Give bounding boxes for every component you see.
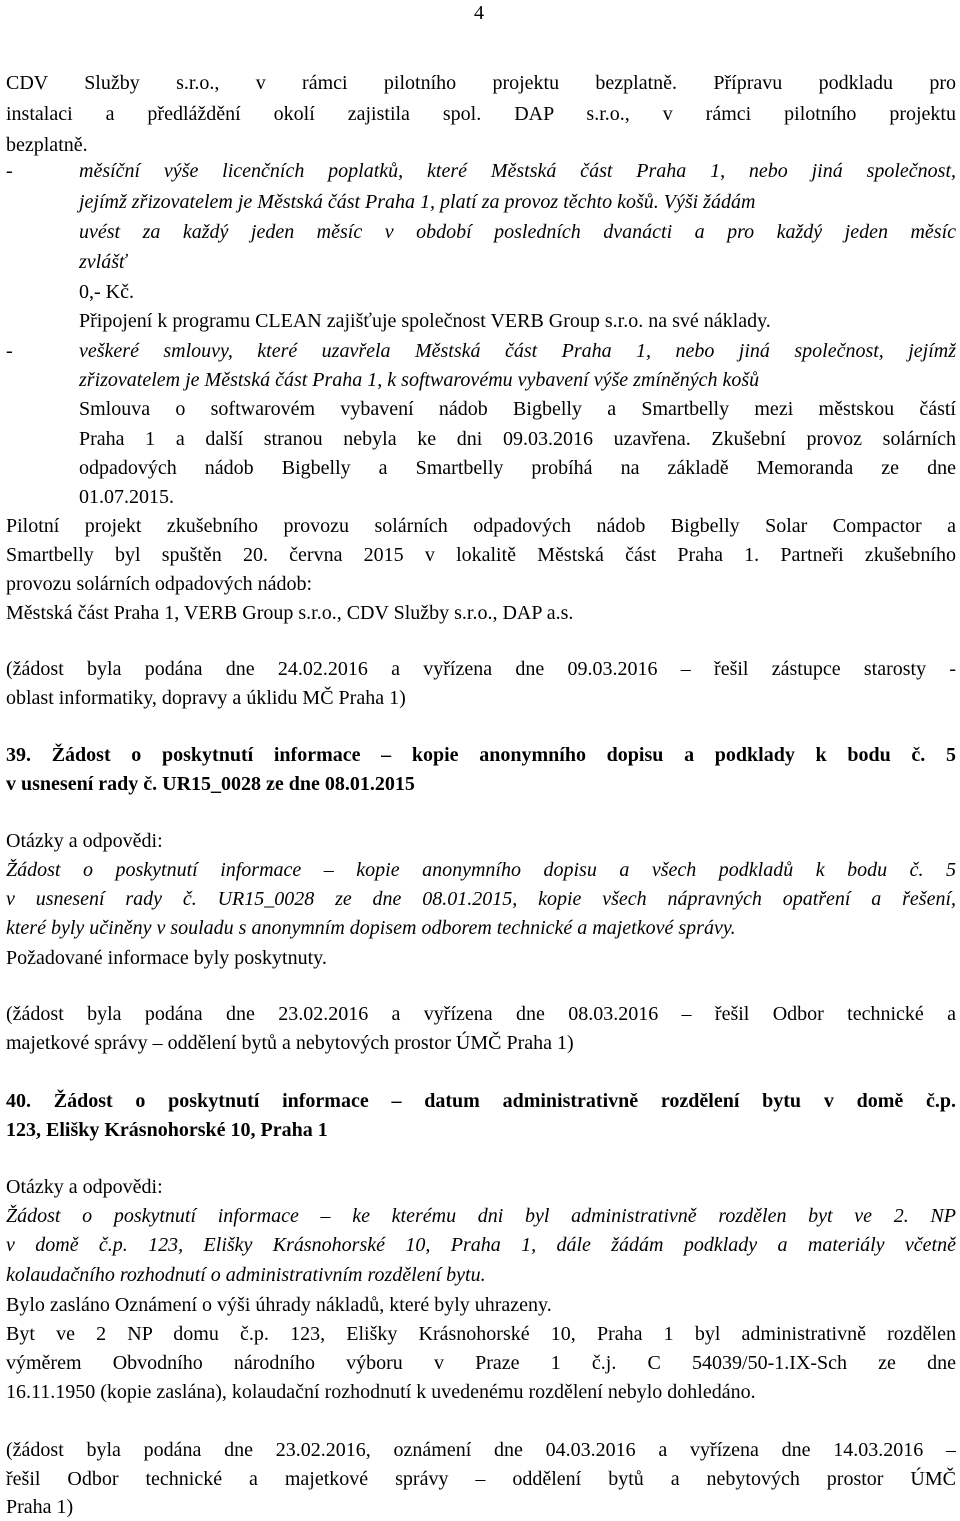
section-39-question-line-2: v usnesení rady č. UR15_0028 ze dne 08.01.2015, kopie všech nápravných opatření a řešení, xyxy=(6,888,956,910)
pilot-line-4: Městská část Praha 1, VERB Group s.r.o., CDV Služby s.r.o., DAP a.s. xyxy=(6,602,574,624)
section-40-answer-line-3: výměrem Obvodního národního výboru v Praze 1 č.j. C 54039/50-1.IX-Sch ze dne xyxy=(6,1352,956,1374)
section-40-closing-line-1: (žádost byla podána dne 23.02.2016, oznámení dne 04.03.2016 a vyřízena dne 14.03.2016 – xyxy=(6,1439,956,1461)
section-40-question-line-1: Žádost o poskytnutí informace – ke kterému dni byl administrativně rozdělen byt ve 2. NP xyxy=(6,1205,956,1227)
section-40-question-line-3: kolaudačního rozhodnutí o administrativním rozdělení bytu. xyxy=(6,1264,486,1286)
bullet1-question-line-1: měsíční výše licenčních poplatků, které Městská část Praha 1, nebo jiná společnost, xyxy=(79,160,956,182)
section-39-qa-label: Otázky a odpovědi: xyxy=(6,830,163,852)
bullet-dash: - xyxy=(6,340,13,362)
page-number: 4 xyxy=(474,2,484,24)
bullet1-question-line-2-text: jejímž zřizovatelem je Městská část Praha 1, platí za provoz těchto košů. xyxy=(79,191,659,213)
closing-38-line-2: oblast informatiky, dopravy a úklidu MČ Praha 1) xyxy=(6,687,406,709)
closing-38-line-1: (žádost byla podána dne 24.02.2016 a vyřízena dne 09.03.2016 – řešil zástupce starosty - xyxy=(6,658,956,680)
bullet1-question-line-4: zvlášť xyxy=(79,251,127,273)
bullet1-question-line-2 xyxy=(79,189,956,215)
section-39-closing-line-1: (žádost byla podána dne 23.02.2016 a vyřízena dne 08.03.2016 – řešil Odbor technické a xyxy=(6,1003,956,1025)
pilot-line-3: provozu solárních odpadových nádob: xyxy=(6,573,313,595)
section-39-question-line-3: které byly učiněny v souladu s anonymním dopisem odborem technické a majetkové správy. xyxy=(6,917,736,939)
bullet2-answer-line-3: odpadových nádob Bigbelly a Smartbelly probíhá na základě Memoranda ze dne xyxy=(79,457,956,479)
bullet1-answer-line-1: 0,- Kč. xyxy=(79,281,134,303)
intro-line-3: bezplatně. xyxy=(6,134,88,156)
bullet2-answer-line-1: Smlouva o softwarovém vybavení nádob Bigbelly a Smartbelly mezi městskou částí xyxy=(79,398,956,420)
bullet-dash: - xyxy=(6,160,13,182)
section-40-answer-line-4: 16.11.1950 (kopie zaslána), kolaudační rozhodnutí k uvedenému rozdělení nebylo dohledáno. xyxy=(6,1381,756,1403)
section-40-answer-line-2: Byt ve 2 NP domu č.p. 123, Elišky Krásnohorské 10, Praha 1 byl administrativně rozdělen xyxy=(6,1323,956,1345)
intro-line-1: CDV Služby s.r.o., v rámci pilotního projektu bezplatně. Přípravu podkladu pro xyxy=(6,72,956,94)
bullet2-question-line-2: zřizovatelem je Městská část Praha 1, k softwarovému vybavení výše zmíněných košů xyxy=(79,369,760,391)
section-40-closing-line-3: Praha 1) xyxy=(6,1496,74,1518)
pilot-line-2: Smartbelly byl spuštěn 20. června 2015 v lokalitě Městská část Praha 1. Partneři zkušebního xyxy=(6,544,956,566)
section-40-qa-label: Otázky a odpovědi: xyxy=(6,1176,163,1198)
section-39-heading-line-2: v usnesení rady č. UR15_0028 ze dne 08.01.2015 xyxy=(6,773,415,795)
section-39-closing-line-2: majetkové správy – oddělení bytů a nebytových prostor ÚMČ Praha 1) xyxy=(6,1032,574,1054)
section-40-answer-line-1: Bylo zasláno Oznámení o výši úhrady nákladů, které byly uhrazeny. xyxy=(6,1294,552,1316)
bullet2-question-line-1: veškeré smlouvy, které uzavřela Městská část Praha 1, nebo jiná společnost, jejímž xyxy=(79,340,956,362)
section-39-heading-line-1: 39. Žádost o poskytnutí informace – kopie anonymního dopisu a podklady k bodu č. 5 xyxy=(6,744,956,766)
pilot-line-1: Pilotní projekt zkušebního provozu solárních odpadových nádob Bigbelly Solar Compactor a xyxy=(6,515,956,537)
bullet1-question-line-2-tail: Výši žádám xyxy=(663,191,756,213)
bullet2-answer-line-2: Praha 1 a další stranou nebyla ke dni 09.03.2016 uzavřena. Zkušební provoz solárních xyxy=(79,428,956,450)
section-40-closing-line-2: řešil Odbor technické a majetkové správy – oddělení bytů a nebytových prostor ÚMČ xyxy=(6,1468,956,1490)
section-40-question-line-2: v domě č.p. 123, Elišky Krásnohorské 10, Praha 1, dále žádám podklady a materiály včetně xyxy=(6,1234,956,1256)
bullet2-answer-line-4: 01.07.2015. xyxy=(79,486,174,508)
section-39-answer: Požadované informace byly poskytnuty. xyxy=(6,947,327,969)
section-40-heading-line-1: 40. Žádost o poskytnutí informace – datum administrativně rozdělení bytu v domě č.p. xyxy=(6,1090,956,1112)
intro-line-2: instalaci a předláždění okolí zajistila spol. DAP s.r.o., v rámci pilotního projektu xyxy=(6,103,956,125)
bullet1-question-line-3: uvést za každý jeden měsíc v období posledních dvanácti a pro každý jeden měsíc xyxy=(79,221,956,243)
bullet1-answer-line-2: Připojení k programu CLEAN zajišťuje společnost VERB Group s.r.o. na své náklady. xyxy=(79,310,771,332)
section-40-heading-line-2: 123, Elišky Krásnohorské 10, Praha 1 xyxy=(6,1119,328,1141)
section-39-question-line-1: Žádost o poskytnutí informace – kopie anonymního dopisu a všech podkladů k bodu č. 5 xyxy=(6,859,956,881)
